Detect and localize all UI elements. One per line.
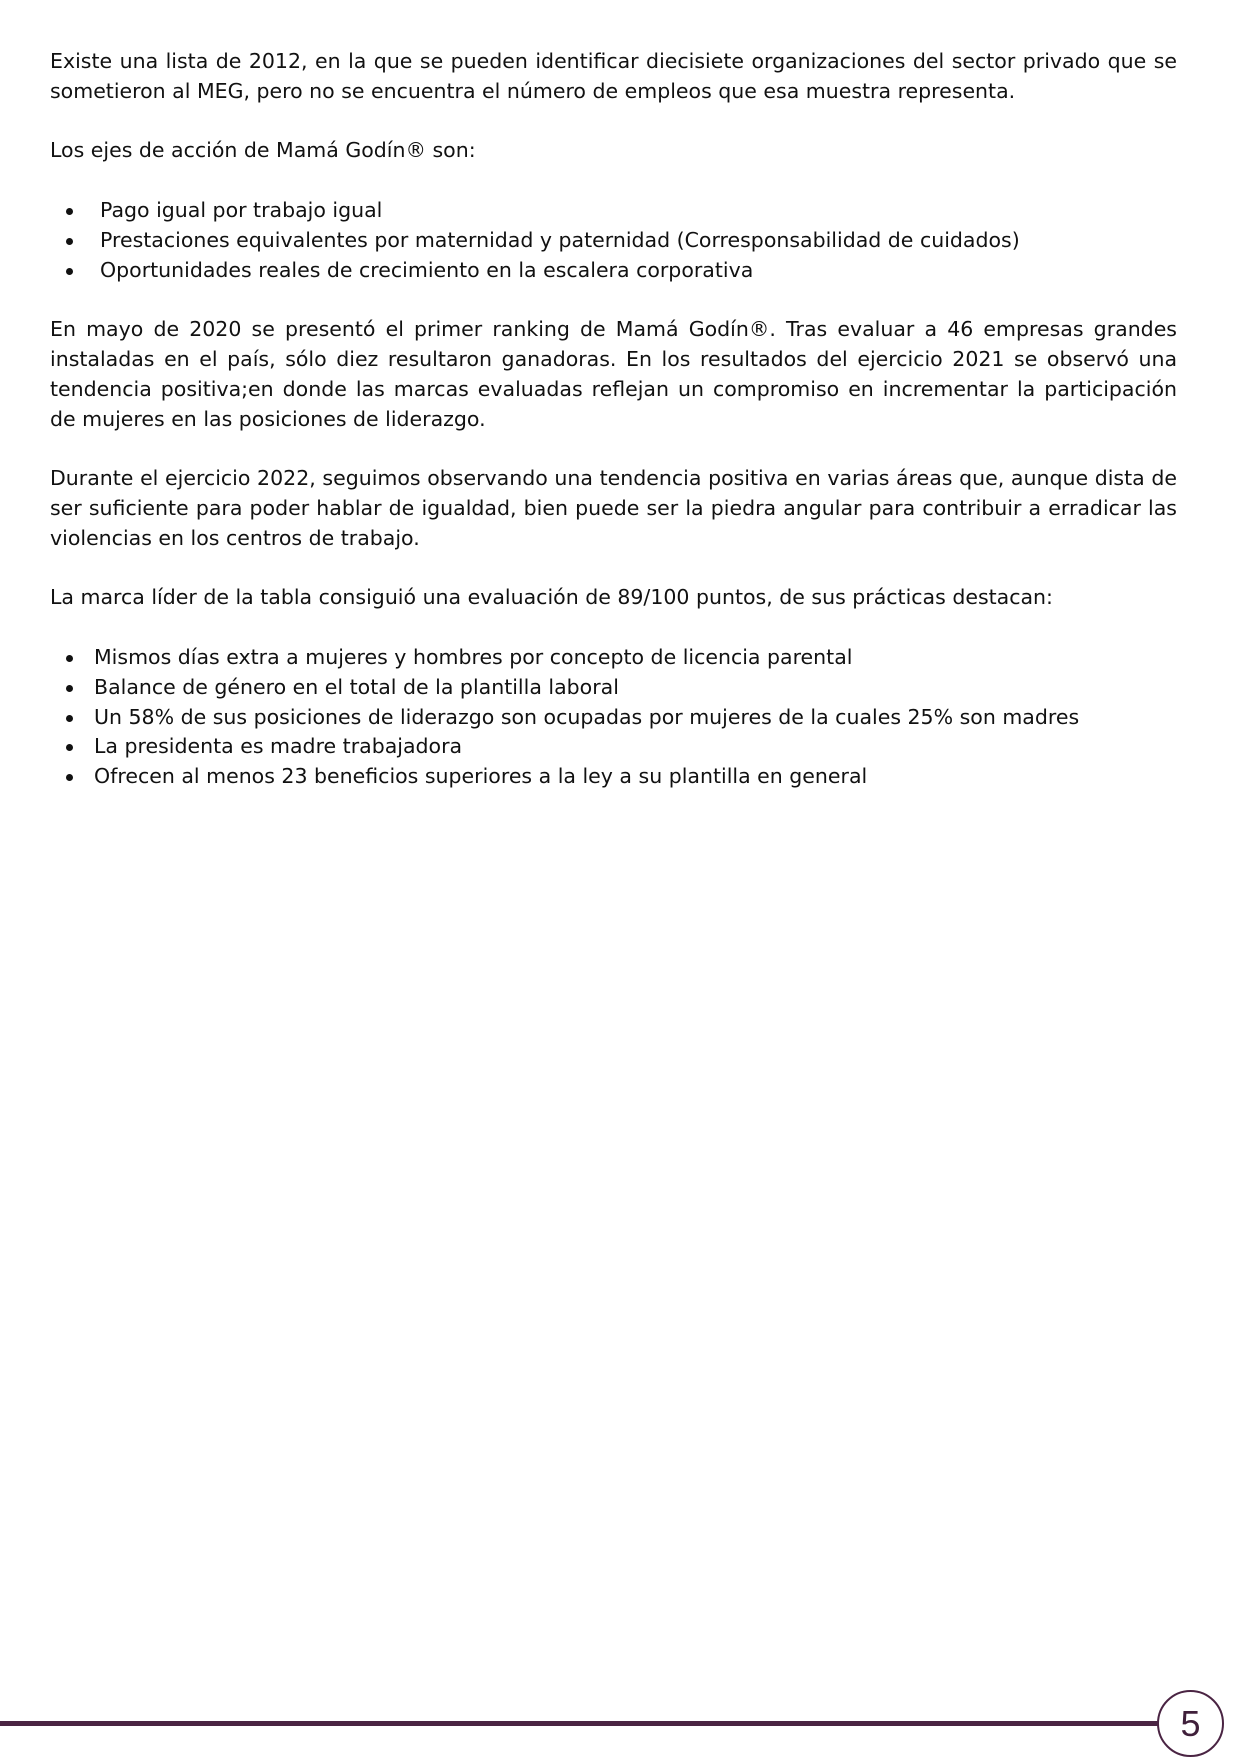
paragraph-2022: Durante el ejercicio 2022, seguimos observando una tendencia positiva en varias áreas que, aunque dista de ser suficiente para poder hablar de igualdad, bien puede ser la piedra angular para contribuir a erradicar las violencias en los centros de trabajo. <box>50 466 1177 550</box>
list-item <box>50 703 1177 733</box>
bullet-icon <box>66 655 73 662</box>
bullet-icon <box>66 685 73 692</box>
list-item <box>50 643 1177 673</box>
list-item-text: La presidenta es madre trabajadora <box>94 734 463 759</box>
list-item-text: Pago igual por trabajo igual <box>100 197 383 222</box>
bullet-icon <box>66 774 73 781</box>
list-item <box>50 256 1177 286</box>
paragraph-axes-intro: Los ejes de acción de Mamá Godín® son: <box>50 138 476 163</box>
bullet-icon <box>66 238 73 245</box>
page-content <box>50 47 1177 822</box>
list-item <box>50 673 1177 703</box>
page-number: 5 <box>1180 1702 1201 1744</box>
bullet-icon <box>66 268 73 275</box>
list-item-text: Ofrecen al menos 23 beneficios superiores a la ley a su plantilla en general <box>94 764 868 789</box>
list-item-text: Mismos días extra a mujeres y hombres por concepto de licencia parental <box>94 644 853 669</box>
footer-divider <box>0 1721 1158 1726</box>
list-item <box>50 732 1177 762</box>
paragraph-leader: La marca líder de la tabla consiguió una evaluación de 89/100 puntos, de sus prácticas destacan: <box>50 585 1053 610</box>
list-item-text: Balance de género en el total de la plantilla laboral <box>94 674 619 699</box>
list-item-text: Prestaciones equivalentes por maternidad y paternidad (Corresponsabilidad de cuidados) <box>100 227 1020 252</box>
list-item <box>50 226 1177 256</box>
list-item <box>50 762 1177 792</box>
axes-list <box>50 196 1177 285</box>
bullet-icon <box>66 208 73 215</box>
list-item-text: Oportunidades reales de crecimiento en la escalera corporativa <box>100 257 754 282</box>
page-number-badge <box>1157 1690 1224 1757</box>
practices-list <box>50 643 1177 792</box>
paragraph-meg-list: Existe una lista de 2012, en la que se pueden identificar diecisiete organizaciones del sector privado que se sometieron al MEG, pero no se encuentra el número de empleos que esa muestra representa. <box>50 49 1177 103</box>
list-item <box>50 196 1177 226</box>
paragraph-ranking-2020: En mayo de 2020 se presentó el primer ranking de Mamá Godín®. Tras evaluar a 46 empresas grandes instaladas en el país, sólo diez resultaron ganadoras. En los resultados del ejercicio 2021 se observó una tendencia positiva;en donde las marcas evaluadas reflejan un compromiso en incrementar la participación de mujeres en las posiciones de liderazgo. <box>50 317 1177 431</box>
bullet-icon <box>66 715 73 722</box>
list-item-text: Un 58% de sus posiciones de liderazgo son ocupadas por mujeres de la cuales 25% son madres <box>94 704 1080 729</box>
bullet-icon <box>66 744 73 751</box>
